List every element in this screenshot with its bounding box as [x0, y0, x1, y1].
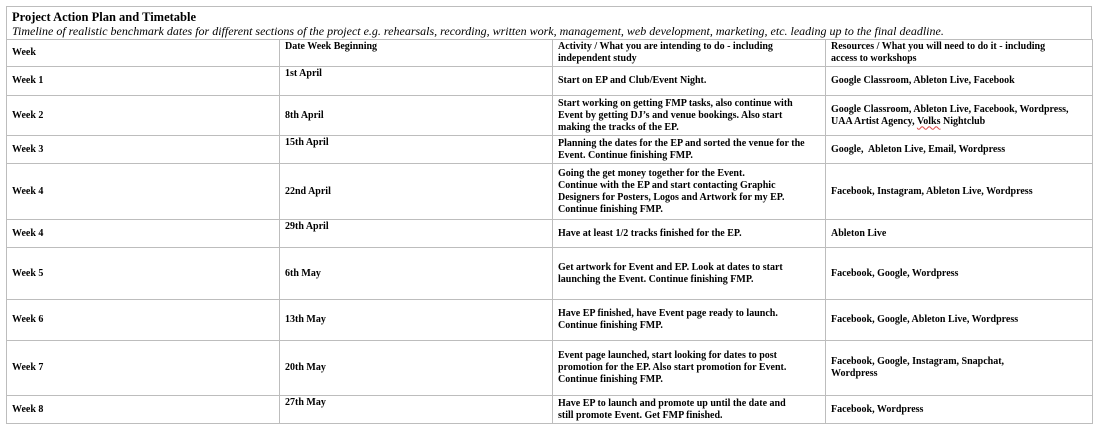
cell-week: Week 8	[7, 396, 280, 424]
cell-week: Week 2	[7, 96, 280, 136]
cell-activity: Get artwork for Event and EP. Look at dates to start launching the Event. Continue finishing FMP.	[553, 248, 826, 300]
table-row	[7, 164, 1093, 220]
header-week: Week	[7, 40, 280, 67]
cell-activity: Have EP finished, have Event page ready to launch. Continue finishing FMP.	[553, 300, 826, 341]
page-title: Project Action Plan and Timetable	[12, 10, 197, 24]
cell-activity: Event page launched, start looking for dates to post promotion for the EP. Also start promotion for Event. Continue finishing FMP.	[553, 341, 826, 396]
table-row	[7, 396, 1093, 424]
cell-date: 22nd April	[280, 164, 553, 220]
header-activity: Activity / What you are intending to do - including independent study	[553, 40, 826, 67]
header-resources: Resources / What you will need to do it - including access to workshops	[826, 40, 1093, 67]
resources-suffix: Nightclub	[940, 115, 986, 127]
cell-date: 29th April	[280, 220, 553, 248]
cell-activity: Start working on getting FMP tasks, also continue with Event by getting DJ’s and venue bookings. Also start making the tracks of the EP.	[553, 96, 826, 136]
table-header-row	[7, 40, 1093, 67]
cell-resources: Ableton Live	[826, 220, 1093, 248]
cell-date: 13th May	[280, 300, 553, 341]
table-row	[7, 341, 1093, 396]
document-header	[6, 6, 1092, 39]
cell-resources: Facebook, Google, Ableton Live, Wordpress	[826, 300, 1093, 341]
cell-resources	[826, 96, 1093, 136]
cell-resources: Facebook, Google, Wordpress	[826, 248, 1093, 300]
cell-resources: Facebook, Wordpress	[826, 396, 1093, 424]
cell-resources: Facebook, Instagram, Ableton Live, Wordpress	[826, 164, 1093, 220]
cell-date: 8th April	[280, 96, 553, 136]
spellcheck-flagged-word: Volks	[916, 115, 941, 127]
cell-resources: Google Classroom, Ableton Live, Facebook	[826, 67, 1093, 96]
cell-activity: Going the get money together for the Event. Continue with the EP and start contacting Graphic Designers for Posters, Logos and Artwork for my EP. Continue finishing FMP.	[553, 164, 826, 220]
cell-activity: Have EP to launch and promote up until the date and still promote Event. Get FMP finished.	[553, 396, 826, 424]
table-row	[7, 67, 1093, 96]
table-row	[7, 300, 1093, 341]
cell-date: 6th May	[280, 248, 553, 300]
resources-prefix: Google Classroom, Ableton Live, Facebook, Wordpress, UAA Artist Agency,	[831, 103, 1069, 127]
cell-week: Week 4	[7, 164, 280, 220]
timetable	[6, 39, 1093, 424]
cell-date: 15th April	[280, 136, 553, 164]
cell-resources: Google, Ableton Live, Email, Wordpress	[826, 136, 1093, 164]
cell-activity: Planning the dates for the EP and sorted the venue for the Event. Continue finishing FMP.	[553, 136, 826, 164]
cell-date: 27th May	[280, 396, 553, 424]
cell-activity: Start on EP and Club/Event Night.	[553, 67, 826, 96]
page-subtitle: Timeline of realistic benchmark dates for different sections of the project e.g. rehearsals, recording, written work, management, web development, marketing, etc. leading up to the final deadline.	[12, 24, 944, 38]
cell-week: Week 5	[7, 248, 280, 300]
table-row	[7, 136, 1093, 164]
cell-week: Week 7	[7, 341, 280, 396]
cell-week: Week 6	[7, 300, 280, 341]
table-row	[7, 248, 1093, 300]
cell-week: Week 4	[7, 220, 280, 248]
table-row	[7, 220, 1093, 248]
cell-week: Week 1	[7, 67, 280, 96]
cell-date: 1st April	[280, 67, 553, 96]
cell-activity: Have at least 1/2 tracks finished for the EP.	[553, 220, 826, 248]
cell-resources: Facebook, Google, Instagram, Snapchat, Wordpress	[826, 341, 1093, 396]
cell-date: 20th May	[280, 341, 553, 396]
cell-week: Week 3	[7, 136, 280, 164]
header-date: Date Week Beginning	[280, 40, 553, 67]
table-row	[7, 96, 1093, 136]
action-plan-document	[6, 6, 1092, 424]
